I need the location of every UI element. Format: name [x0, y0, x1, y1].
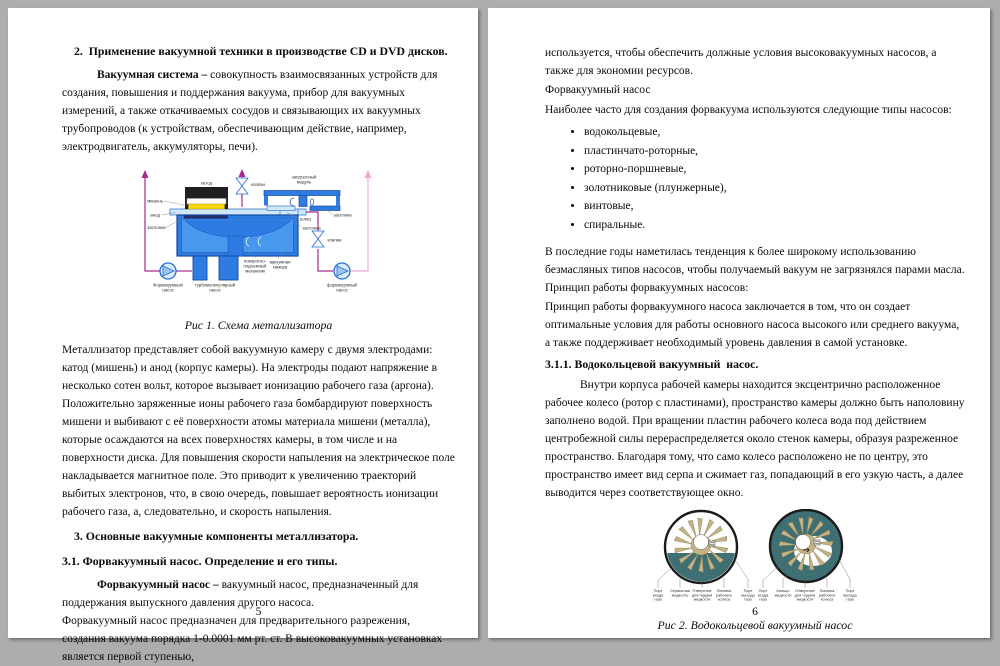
label-pump-turbo: турбомолекулярный насос: [194, 282, 236, 293]
label-shutter-right: заслонка: [333, 212, 352, 218]
forepump-purpose-paragraph: Форвакуумный насос предназначен для предварительного разрежения, создания вакуума порядка 1-0.0001 мм рт. ст. В высоковакуумных установках является первой ступенью,: [62, 615, 443, 663]
flow-arrow-icons: [142, 169, 246, 178]
continuation-paragraph: используется, чтобы обеспечить должные условия высоковакуумных насосов, а также для экономии ресурсов.: [545, 47, 937, 77]
label-valve-top: клапан: [251, 182, 265, 187]
figure-2-caption: Рис 2. Водокольцевой вакуумный насос: [657, 617, 853, 632]
oilless-trend-paragraph: В последние годы наметилась тенденция к более широкому использованию безмасляных типов насосов, чтобы получаемый вакуум не загрязнялся парами масла.: [545, 245, 965, 276]
exhaust-arrow-icon: [365, 170, 372, 178]
page-number-5: 5: [255, 606, 262, 618]
pump-types-list: [567, 123, 965, 235]
label-valve-right: клапан: [327, 237, 342, 243]
port-window: [814, 540, 820, 545]
rotor-hub-hole: [694, 534, 709, 549]
valve-right-icon: [312, 231, 324, 247]
turbo-pump-pipe: [193, 256, 207, 280]
label-liquid-ring: Кольцо жидкости: [774, 587, 792, 597]
lift-pedestal: [228, 236, 243, 256]
label-airlock: шлюз: [300, 216, 312, 222]
label-mechanism: поворотно-подъемный механизм: [243, 258, 267, 274]
label-load-module: загрузочный модуль: [291, 174, 317, 185]
valve-top-icon: [236, 178, 248, 194]
pump-types-intro: Наиболее часто для создания форвакуума используются следующие типы насосов:: [545, 104, 952, 116]
forepump-subtitle: Форвакуумный насос: [545, 84, 651, 96]
pump-section-idle: [653, 511, 756, 602]
metallizer-schematic: [128, 167, 420, 308]
support-pipe: [219, 256, 238, 280]
list-item: • золотниковые (плунжерные),: [584, 179, 965, 198]
label-gas-inlet-left: Порт входа газа: [652, 587, 664, 602]
forevacuum-pump-right-icon: [334, 263, 350, 279]
section-3-heading: 3. Основные вакуумные компоненты металлизатора.: [74, 529, 359, 543]
list-item: • водокольцевые,: [584, 123, 965, 142]
label-liquid-feed-left: Отверстие для подачи жидкости: [691, 587, 713, 602]
forevacuum-pump-left-icon: [160, 263, 176, 279]
figure-1-metallizer-diagram: [128, 167, 420, 313]
figure-2-waterring-diagram: [650, 509, 900, 614]
pump-section-running: [758, 510, 858, 602]
list-item: • спиральные.: [584, 216, 965, 235]
figure-1-caption: Рис 1. Схема металлизатора: [184, 318, 333, 332]
waterring-paragraph: Внутри корпуса рабочей камеры находится эксцентрично расположенное рабочее колесо (ротор с пластинами), пространство камеры должно быть наполовину заполнено водой. При вращении пластин рабочего колеса вода под действием центробежной силы перераспределяется около стенок камеры, образуя разреженное пространство. Благодаря тому, что само колесо расположено не по центру, это пространство имеет вид серпа и сжимает газ, попадающий в его узкую часть, а далее выводится через соответствующее окно.: [545, 378, 965, 499]
document-page-5: [8, 8, 478, 663]
label-shutter-mid: заслонка: [302, 225, 321, 231]
principle-subtitle: Принцип работы форвакуумных насосов:: [545, 281, 749, 294]
label-service-liquid: Сервисная жидкость: [670, 587, 690, 597]
list-item: • винтовые,: [584, 197, 965, 216]
port-window: [709, 541, 715, 546]
label-gas-outlet-left: Порт выхода газа: [741, 587, 755, 602]
loading-module: [264, 191, 340, 211]
label-cathode: катод: [201, 180, 212, 186]
page-number-6: 6: [752, 606, 758, 618]
vacuum-system-paragraph: Вакуумная система – совокупность взаимосвязанных устройств для создания, повышения и поддержания вакуума, прибор для вакуумных измерений, а также откачиваемых сосудов и связывающих их вакуумных трубопроводов (к устройствам, обеспечивающим действие, например, электродвигатель, аккумуляторы, печи).: [62, 69, 438, 153]
principle-paragraph: Принцип работы форвакуумного насоса заключается в том, что он создает оптимальные условия для работы основного насоса высокого или среднего вакуума, а также поддерживает необходимый уровень давления в самой установке.: [545, 300, 960, 349]
forepump-definition-paragraph: Форвакуумный насос – вакуумный насос, предназначенный для поддержания выпускного давления другого насоса.: [62, 579, 419, 609]
label-impeller-blade-left: Лопатка рабочего колеса: [715, 587, 733, 602]
section-2-heading: 2. Применение вакуумной техники в производстве CD и DVD дисков.: [74, 44, 448, 58]
shutter-plate: [184, 216, 228, 219]
label-chamber: вакуумная камера: [269, 259, 291, 270]
label-pump-fore-right: форвакуумный насос: [327, 282, 357, 293]
label-impeller-blade-right: Лопатка рабочего колеса: [818, 587, 836, 602]
rotor-hub-hole: [796, 534, 811, 549]
forepump-term: Форвакуумный насос –: [97, 579, 219, 591]
label-target: мишень: [147, 198, 163, 204]
target-strip: [189, 204, 225, 209]
section-3-1-heading: 3.1. Форвакуумный насос. Определение и его типы.: [62, 554, 338, 568]
vacuum-system-term: Вакуумная система –: [97, 69, 208, 81]
list-item: • роторно-поршневые,: [584, 160, 965, 179]
exhaust-line-pink: [350, 178, 368, 271]
label-gas-outlet-right: Порт выхода газа: [843, 587, 857, 602]
metallizer-paragraph: Металлизатор представляет собой вакуумную камеру с двумя электродами: катод (мишень) и анод (корпус камеры). На электроды подают напряжение в несколько сотен вольт, которое вызывает ионизацию рабочего газа (аргона). Положительно заряженные ионы рабочего газа бомбардируют поверхность мишени и выбивают с её поверхности атомы материала мишени (металла), которые осаждаются на всех поверхностях камеры, в том числе и на поверхности диска. Для повышения скорости напыления на электрическое поле накладывается магнитное поле. Это приводит к увеличению траекторий выбитых электронов, что, в свою очередь, повышает вероятность ионизации рабочего газа, а, следовательно, и скорость напыления.: [62, 344, 455, 518]
waterring-pump-schematic: [650, 509, 900, 609]
section-3-1-1-heading: 3.1.1. Водокольцевой вакуумный насос.: [545, 356, 759, 371]
list-item: • пластинчато-роторные,: [584, 142, 965, 161]
target-backing: [187, 199, 226, 205]
label-anode: анод: [150, 212, 160, 218]
label-pump-fore-left: Форвакуумный насос: [153, 282, 183, 293]
label-liquid-feed-right: Отверстие для подачи жидкости: [794, 587, 816, 602]
document-page-6: [488, 8, 990, 638]
label-shutter-left: заслонка: [147, 225, 166, 230]
label-gas-inlet-right: Порт входа газа: [757, 587, 769, 602]
